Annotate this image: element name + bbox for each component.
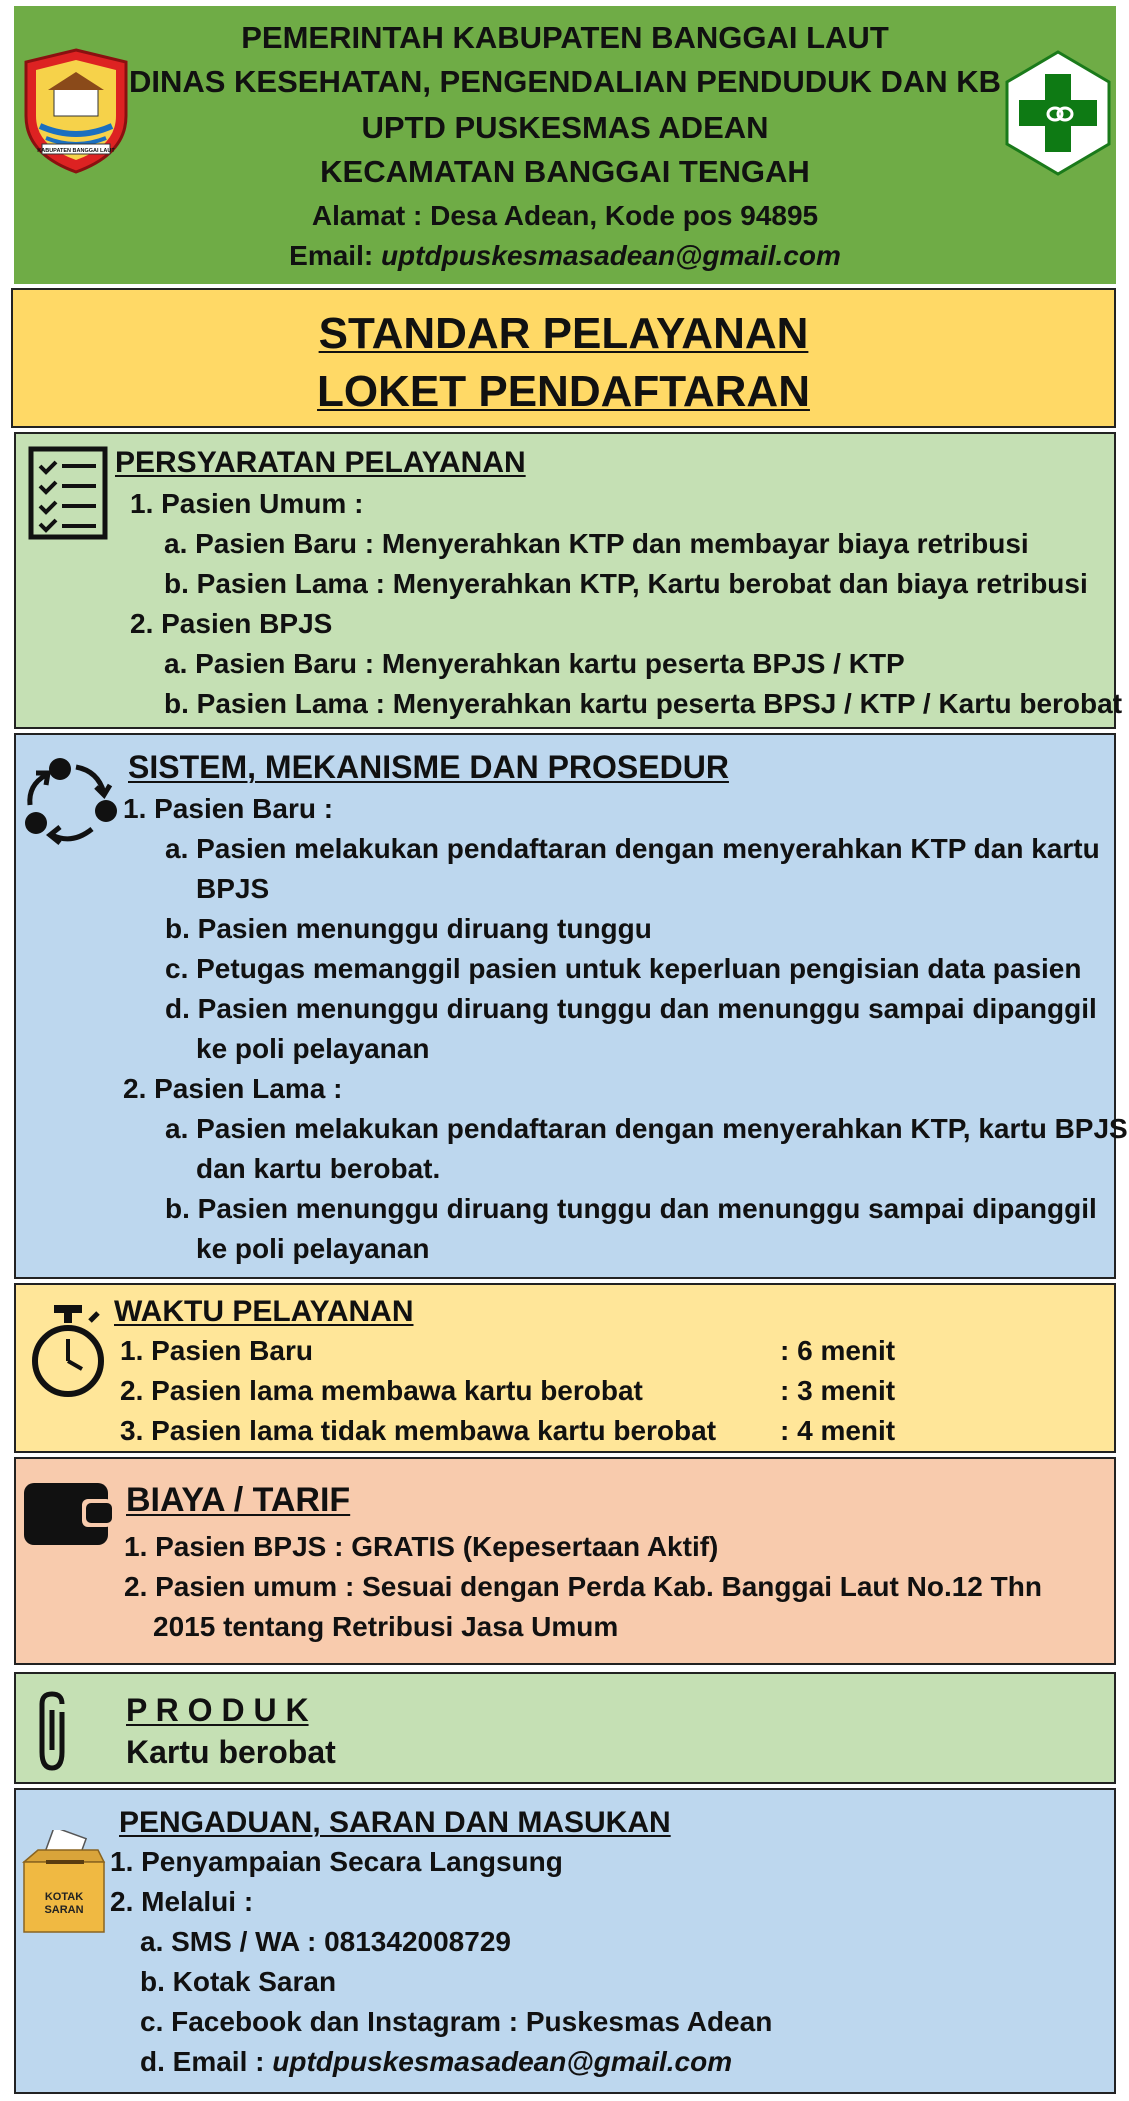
waktu-section bbox=[14, 1283, 1116, 1453]
header-line-3: UPTD PUSKESMAS ADEAN bbox=[361, 110, 769, 145]
checklist-icon bbox=[28, 446, 108, 540]
biaya-item: 2. Pasien umum : Sesuai dengan Perda Kab. Banggai Laut No.12 Thn bbox=[124, 1571, 1042, 1602]
persyaratan-item: 1. Pasien Umum : bbox=[130, 488, 364, 519]
header-email: uptdpuskesmasadean@gmail.com bbox=[380, 240, 841, 271]
produk-section bbox=[14, 1672, 1116, 1784]
sistem-item: a. Pasien melakukan pendaftaran dengan menyerahkan KTP, kartu BPJS bbox=[165, 1113, 1128, 1144]
persyaratan-item: a. Pasien Baru : Menyerahkan kartu peserta BPJS / KTP bbox=[164, 648, 905, 679]
paperclip-icon bbox=[34, 1690, 74, 1774]
emblem-text: KABUPATEN BANGGAI LAUT bbox=[37, 148, 115, 154]
sistem-item: 1. Pasien Baru : bbox=[123, 793, 334, 824]
pengaduan-email-prefix: d. Email : bbox=[140, 2046, 273, 2077]
persyaratan-section bbox=[14, 432, 1123, 729]
produk-heading: P R O D U K bbox=[126, 1692, 309, 1728]
persyaratan-heading: PERSYARATAN PELAYANAN bbox=[115, 446, 526, 479]
sistem-item: b. Pasien menunggu diruang tunggu dan menunggu sampai dipanggil bbox=[165, 1193, 1097, 1224]
sistem-item: ke poli pelayanan bbox=[196, 1233, 430, 1264]
biaya-heading: BIAYA / TARIF bbox=[126, 1481, 351, 1519]
header-line-4: KECAMATAN BANGGAI TENGAH bbox=[320, 154, 810, 189]
waktu-heading: WAKTU PELAYANAN bbox=[114, 1295, 414, 1328]
sistem-item: dan kartu berobat. bbox=[196, 1153, 441, 1184]
pengaduan-section bbox=[14, 1788, 1116, 2094]
pengaduan-item: 2. Melalui : bbox=[110, 1886, 254, 1917]
waktu-row-label: 1. Pasien Baru bbox=[120, 1335, 313, 1366]
produk-value: Kartu berobat bbox=[126, 1734, 336, 1770]
pengaduan-email-line bbox=[140, 2048, 732, 2076]
persyaratan-item: 2. Pasien BPJS bbox=[130, 608, 333, 639]
waktu-row-label: 3. Pasien lama tidak membawa kartu berobat bbox=[120, 1415, 717, 1446]
waktu-row-value: : 4 menit bbox=[780, 1415, 896, 1446]
persyaratan-item: b. Pasien Lama : Menyerahkan kartu peserta BPSJ / KTP / Kartu berobat bbox=[164, 688, 1123, 719]
persyaratan-item: a. Pasien Baru : Menyerahkan KTP dan membayar biaya retribusi bbox=[164, 528, 1029, 559]
pengaduan-email: uptdpuskesmasadean@gmail.com bbox=[272, 2046, 733, 2077]
biaya-item: 2015 tentang Retribusi Jasa Umum bbox=[153, 1611, 619, 1642]
biaya-section bbox=[14, 1457, 1116, 1665]
pengaduan-item: c. Facebook dan Instagram : Puskesmas Adean bbox=[140, 2006, 773, 2037]
sistem-item: 2. Pasien Lama : bbox=[123, 1073, 343, 1104]
pengaduan-item: b. Kotak Saran bbox=[140, 1966, 337, 1997]
pengaduan-heading: PENGADUAN, SARAN DAN MASUKAN bbox=[119, 1806, 671, 1839]
stopwatch-icon bbox=[30, 1303, 106, 1401]
waktu-row-value: : 6 menit bbox=[780, 1335, 896, 1366]
suggestion-box-label-1: KOTAK bbox=[44, 1891, 84, 1903]
header-email-label: Email: bbox=[289, 240, 381, 271]
sistem-item: a. Pasien melakukan pendaftaran dengan menyerahkan KTP dan kartu bbox=[165, 833, 1100, 864]
waktu-row-label: 2. Pasien lama membawa kartu berobat bbox=[120, 1375, 643, 1406]
header-email-line bbox=[14, 242, 1116, 270]
sistem-section bbox=[14, 733, 1128, 1279]
header-line-1: PEMERINTAH KABUPATEN BANGGAI LAUT bbox=[241, 20, 889, 55]
title-line-2: LOKET PENDAFTARAN bbox=[317, 367, 810, 416]
title-box bbox=[11, 288, 1116, 428]
sistem-item: ke poli pelayanan bbox=[196, 1033, 430, 1064]
sistem-item: b. Pasien menunggu diruang tunggu bbox=[165, 913, 652, 944]
header-address: Alamat : Desa Adean, Kode pos 94895 bbox=[311, 200, 819, 231]
title-line-1: STANDAR PELAYANAN bbox=[318, 309, 809, 358]
sistem-item: d. Pasien menunggu diruang tunggu dan menunggu sampai dipanggil bbox=[165, 993, 1097, 1024]
wallet-icon bbox=[22, 1479, 112, 1547]
sistem-item: BPJS bbox=[196, 873, 270, 904]
sistem-heading: SISTEM, MEKANISME DAN PROSEDUR bbox=[128, 749, 729, 785]
sistem-item: c. Petugas memanggil pasien untuk keperluan pengisian data pasien bbox=[165, 953, 1082, 984]
pengaduan-item: a. SMS / WA : 081342008729 bbox=[140, 1926, 511, 1957]
header-banner bbox=[14, 6, 1116, 284]
persyaratan-item: b. Pasien Lama : Menyerahkan KTP, Kartu berobat dan biaya retribusi bbox=[164, 568, 1088, 599]
header-line-2: DINAS KESEHATAN, PENGENDALIAN PENDUDUK DAN KB bbox=[128, 64, 1002, 99]
waktu-row-value: : 3 menit bbox=[780, 1375, 896, 1406]
suggestion-box-icon bbox=[20, 1830, 106, 1934]
pengaduan-item: 1. Penyampaian Secara Langsung bbox=[110, 1846, 563, 1877]
cycle-icon bbox=[22, 755, 122, 847]
biaya-item: 1. Pasien BPJS : GRATIS (Kepesertaan Aktif) bbox=[124, 1531, 719, 1562]
suggestion-box-label-2: SARAN bbox=[44, 1904, 84, 1916]
